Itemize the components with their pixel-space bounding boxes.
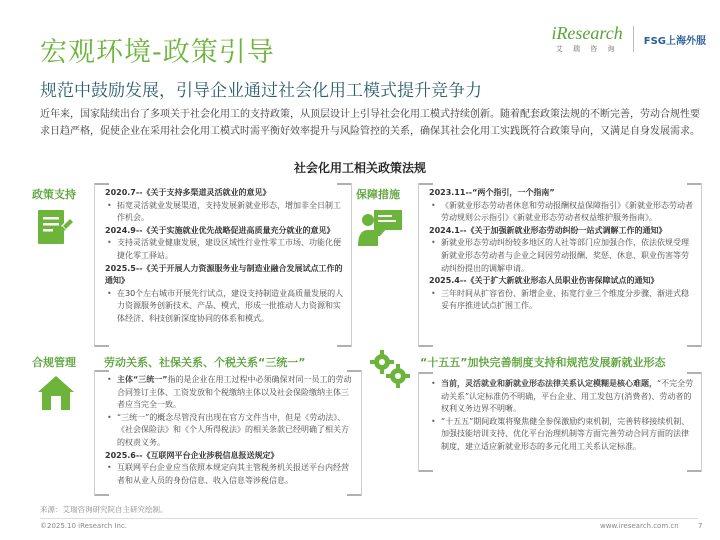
logo-group [551, 24, 706, 54]
policy-entry-title: 2025.5--《关于开展人力资源服务业与制造业融合发展试点工作的通知》 [105, 263, 343, 286]
policy-entry-bullet: • 在30个左右城市开展先行试点，建设支持制造业高质量发展的人力资源服务创新技术、产品、模式，形成一批推动人力资源和实体经济、科技创新深度协同的体系和模式。 [105, 288, 345, 326]
footer-divider [40, 518, 698, 519]
iresearch-logo-subtext: 艾 瑞 咨 询 [555, 45, 619, 53]
website-link[interactable]: www.iresearch.com.cn [600, 522, 679, 530]
security-entry-bullet: • 三年时间从扩容省份、新增企业、拓宽行业三个维度分步骤、渐进式稳妥有序推进试点扩围工作。 [429, 288, 695, 313]
iresearch-logo [551, 24, 622, 54]
security-entry-title: 2024.1--《关于加强新就业形态劳动纠纷一站式调解工作的通知》 [429, 225, 667, 235]
intro-paragraph: 近年来，国家陆续出台了多项关于社会化用工的支持政策，从顶层设计上引导社会化用工模式持续创新。随着配套政策法规的不断完善，劳动合规性要求日趋严格，促使企业在采用社会化用工模式时需平衡好效率提升与风险管控的关系，确保其社会化用工实践既符合政策导向，又满足自身发展需求。 [40, 109, 700, 137]
security-entry [429, 275, 695, 313]
development-bullet-text: “十五五”期间政策将聚焦健全参保激励约束机制，完善转移接续机制、加强技能培训支持、优化平台治理机制等方面完善劳动合同方面的法律制度，建立适应新就业形态的多元化用工关系认定标准。 [441, 416, 690, 451]
section-heading: 社会化用工相关政策法规 [293, 161, 426, 175]
gears-icon [368, 348, 412, 392]
compliance-panel [94, 370, 362, 496]
policy-support-panel [94, 183, 352, 347]
compliance-bullet-lead: 主体“三统一” [117, 375, 168, 384]
page-title: 宏观环境-政策引导 [40, 37, 275, 68]
logo-divider [633, 26, 634, 52]
compliance-entry-bullet: • 互联网平台企业应当依照本规定向其主管税务机关报送平台内经营者和从业人员的身份信息、收入信息等涉税信息。 [105, 462, 355, 487]
security-entry-bullet: • 《新就业形态劳动者休息和劳动报酬权益保障指引》《新就业形态劳动者劳动规则公示指引》《新就业形态劳动者权益维护服务指南》。 [429, 200, 695, 225]
compliance-bullet [105, 412, 355, 450]
house-icon [36, 374, 76, 416]
compliance-bullet [105, 374, 355, 412]
copyright: ©2025.10 iResearch Inc. [40, 522, 128, 530]
compliance-bullet-text: “三统一”的概念尽管没有出现在官方文件当中，但是《劳动法》、《社会保险法》和《个人所得税法》的相关条款已经明确了相关方的权责义务。 [117, 412, 349, 447]
development-panel [418, 372, 702, 472]
policy-entry-title: 2024.9--《关于实施就业优先战略促进高质量充分就业的意见》 [105, 225, 335, 235]
policy-entry [105, 225, 345, 263]
security-panel [418, 183, 702, 347]
security-entry-title: 2025.4--《关于扩大新就业形态人员职业伤害保障试点的通知》 [429, 276, 659, 286]
security-entry-bullet: • 新就业形态劳动纠纷较多地区的人社等部门应加强合作，依法依规受理新就业形态劳动者与企业之间因劳动报酬、奖惩、休息、职业伤害等劳动纠纷提出的调解申请。 [429, 237, 695, 275]
source-note: 来源：艾瑞咨询研究院自主研究绘制。 [40, 505, 168, 514]
fsg-logo: FSG上海外服 [643, 35, 706, 47]
compliance-entry-title: 2025.6--《互联网平台企业涉税信息报送规定》 [105, 450, 279, 460]
policy-entry-bullet: • 拓宽灵活就业发展渠道，支持发展新就业形态，增加非全日制工作机会。 [105, 200, 345, 225]
presentation-person-icon [356, 206, 406, 256]
subtitle: 规范中鼓励发展，引导企业通过社会化用工模式提升竞争力 [40, 81, 482, 101]
development-bullet [429, 378, 695, 416]
document-pen-icon [32, 206, 78, 256]
compliance-bullet-text: 指的是企业在用工过程中必须确保对同一员工的劳动合同签订主体、工资发放和个税缴纳主体以及社会保险缴纳主体三者应当完全一致。 [117, 375, 352, 410]
compliance-label: 合规管理 [32, 356, 76, 369]
development-bullet-lead: 当前，灵活就业和新就业形态法律关系认定模糊是核心难题， [441, 379, 657, 388]
policy-entry [105, 187, 345, 225]
security-entry [429, 225, 695, 275]
page-number: 7 [698, 522, 703, 530]
security-entry-title: 2023.11--“两个指引，一个指南” [429, 188, 555, 197]
compliance-heading: 劳动关系、社保关系、个税关系“三统一” [104, 356, 306, 369]
policy-entry [105, 263, 345, 326]
policy-entry-title: 2020.7--《关于支持多渠道灵活就业的意见》 [105, 188, 271, 197]
development-heading: “十五五”加快完善制度支持和规范发展新就业形态 [420, 356, 666, 369]
iresearch-logo-text: iResearch [551, 23, 623, 43]
development-bullet-text: “不完全劳动关系”认定标准仍不明确，平台企业、用工发包方(消费者)、劳动者的权利义务边界不明晰。 [441, 379, 694, 414]
policy-support-label: 政策支持 [32, 188, 76, 201]
security-label: 保障措施 [356, 188, 400, 201]
security-entry [429, 187, 695, 225]
development-bullet [429, 416, 695, 454]
policy-entry-bullet: • 支持灵活就业健康发展，建设区域性行业性零工市场、功能化便捷化零工驿站。 [105, 237, 345, 262]
